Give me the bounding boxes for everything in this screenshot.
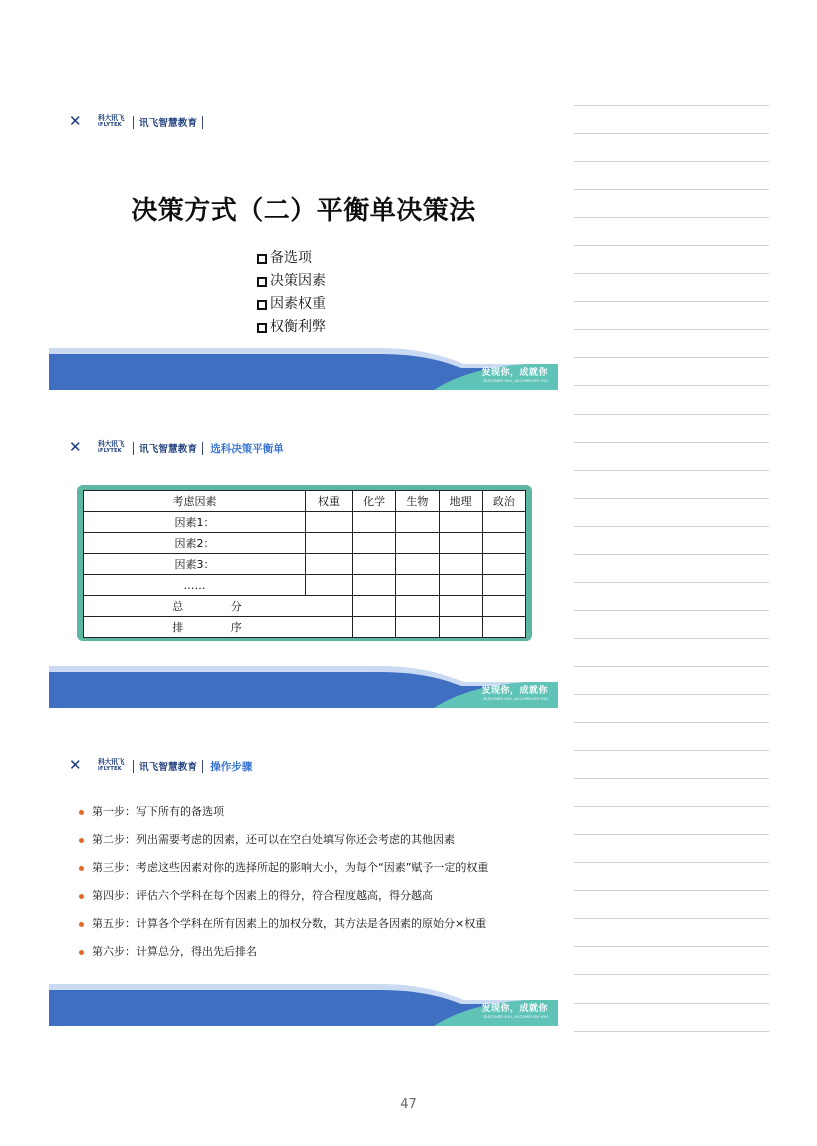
table-cell (396, 575, 439, 596)
note-line (574, 834, 769, 835)
checkbox-square-icon (257, 323, 267, 333)
step-text: 第二步：列出需要考虑的因素，还可以在空白处填写你还会考虑的其他因素 (92, 833, 455, 846)
list-item (79, 798, 488, 826)
note-line (574, 694, 769, 695)
slogan (481, 368, 548, 384)
header-cell: 生物 (396, 491, 439, 512)
table-row (84, 533, 526, 554)
table-cell (482, 533, 525, 554)
note-line (574, 385, 769, 386)
list-item (79, 910, 488, 938)
note-line (574, 301, 769, 302)
note-line (574, 666, 769, 667)
list-item (79, 938, 488, 966)
slide-2 (49, 418, 558, 708)
list-item (257, 293, 326, 316)
divider (202, 442, 203, 455)
logo-en: iFLYTEK (98, 122, 122, 128)
balance-table (83, 490, 526, 638)
table-cell (396, 533, 439, 554)
note-line (574, 890, 769, 891)
slogan-en: DISCOVER YOU, ACCOMPLISH YOU (483, 697, 548, 701)
list-item (257, 270, 326, 293)
factor-cell: 因素1： (84, 512, 306, 533)
note-line (574, 161, 769, 162)
logo-cn: 科大讯飞 (98, 758, 124, 766)
factor-cell: 因素3： (84, 554, 306, 575)
table-cell (353, 596, 396, 617)
divider (133, 442, 134, 455)
slogan-en: DISCOVER YOU, ACCOMPLISH YOU (483, 1015, 548, 1019)
logo-text (98, 115, 124, 129)
bullet-dot-icon (79, 866, 84, 871)
table-cell (396, 512, 439, 533)
balance-table-frame (77, 485, 532, 641)
logo-en: iFLYTEK (98, 766, 122, 772)
slogan-cn: 发现你，成就你 (481, 686, 548, 696)
step-text: 第三步：考虑这些因素对你的选择所起的影响大小，为每个“因素”赋予一定的权重 (92, 861, 489, 874)
note-line (574, 470, 769, 471)
header-cell: 权重 (306, 491, 353, 512)
checkbox-square-icon (257, 254, 267, 264)
table-cell (353, 617, 396, 638)
table-cell (396, 554, 439, 575)
table-cell (439, 512, 482, 533)
note-line (574, 778, 769, 779)
note-line (574, 1031, 769, 1032)
table-cell (396, 617, 439, 638)
table-total-row (84, 596, 526, 617)
step-text: 第一步：写下所有的备选项 (92, 805, 224, 818)
note-line (574, 638, 769, 639)
note-line (574, 974, 769, 975)
note-line (574, 414, 769, 415)
bullet-dot-icon (79, 950, 84, 955)
table-row (84, 575, 526, 596)
options-list (257, 247, 326, 339)
option-label: 权衡利弊 (270, 319, 326, 335)
table-cell (306, 575, 353, 596)
note-line (574, 189, 769, 190)
notes-lines (574, 105, 769, 1059)
iflytek-logo-icon: ✕ (69, 438, 82, 456)
table-cell (439, 533, 482, 554)
total-label: 总 分 (172, 600, 264, 613)
factor-cell: 因素2： (84, 533, 306, 554)
slide-1 (49, 92, 558, 390)
divider (133, 116, 134, 129)
section-title: 选科决策平衡单 (210, 442, 284, 455)
slogan-cn: 发现你，成就你 (481, 368, 548, 378)
list-item (257, 316, 326, 339)
list-item (257, 247, 326, 270)
note-line (574, 442, 769, 443)
note-line (574, 329, 769, 330)
slogan (481, 686, 548, 702)
table-cell (396, 596, 439, 617)
note-line (574, 918, 769, 919)
checkbox-square-icon (257, 277, 267, 287)
list-item (79, 826, 488, 854)
list-item (79, 882, 488, 910)
table-cell (353, 554, 396, 575)
total-label-cell (84, 596, 353, 617)
divider (202, 760, 203, 773)
bullet-dot-icon (79, 922, 84, 927)
section-title: 操作步骤 (210, 760, 253, 773)
table-cell (439, 575, 482, 596)
checkbox-square-icon (257, 300, 267, 310)
slide-header (69, 440, 284, 456)
table-row (84, 512, 526, 533)
factor-cell: …… (84, 575, 306, 596)
table-rank-row (84, 617, 526, 638)
note-line (574, 806, 769, 807)
note-line (574, 133, 769, 134)
table-cell (439, 554, 482, 575)
logo-text (98, 441, 124, 455)
list-item (79, 854, 488, 882)
step-text: 第四步：评估六个学科在每个因素上的得分，符合程度越高，得分越高 (92, 889, 433, 902)
step-text: 第六步：计算总分，得出先后排名 (92, 945, 257, 958)
step-text: 第五步：计算各个学科在所有因素上的加权分数，其方法是各因素的原始分×权重 (92, 917, 487, 930)
slogan-cn: 发现你，成就你 (481, 1004, 548, 1014)
table-row (84, 554, 526, 575)
page-number: 47 (400, 1097, 417, 1112)
slogan (481, 1004, 548, 1020)
note-line (574, 1003, 769, 1004)
table-cell (306, 554, 353, 575)
logo-en: iFLYTEK (98, 448, 122, 454)
rank-label-cell (84, 617, 353, 638)
table-cell (482, 512, 525, 533)
note-line (574, 554, 769, 555)
note-line (574, 526, 769, 527)
slide-footer (49, 348, 558, 390)
table-cell (353, 533, 396, 554)
logo-cn: 科大讯飞 (98, 440, 124, 448)
header-cell: 化学 (353, 491, 396, 512)
table-cell (482, 617, 525, 638)
brand-name: 讯飞智慧教育 (139, 118, 198, 129)
table-cell (482, 575, 525, 596)
slogan-en: DISCOVER YOU, ACCOMPLISH YOU (483, 379, 548, 383)
rank-label: 排 序 (172, 621, 264, 634)
bullet-dot-icon (79, 810, 84, 815)
logo-text (98, 759, 124, 773)
note-line (574, 582, 769, 583)
table-cell (439, 596, 482, 617)
table-cell (306, 512, 353, 533)
table-cell (353, 575, 396, 596)
note-line (574, 357, 769, 358)
note-line (574, 946, 769, 947)
note-line (574, 862, 769, 863)
iflytek-logo-icon: ✕ (69, 112, 82, 130)
header-cell: 地理 (439, 491, 482, 512)
divider (202, 116, 203, 129)
option-label: 决策因素 (270, 273, 326, 289)
slide-footer (49, 666, 558, 708)
note-line (574, 105, 769, 106)
divider (133, 760, 134, 773)
option-label: 备选项 (270, 250, 312, 266)
brand-name: 讯飞智慧教育 (139, 444, 198, 455)
brand-name: 讯飞智慧教育 (139, 762, 198, 773)
table-cell (306, 533, 353, 554)
iflytek-logo-icon: ✕ (69, 756, 82, 774)
table-cell (482, 554, 525, 575)
note-line (574, 750, 769, 751)
logo-cn: 科大讯飞 (98, 114, 124, 122)
slide-3 (49, 736, 558, 1026)
header-cell: 考虑因素 (84, 491, 306, 512)
note-line (574, 722, 769, 723)
table-header-row (84, 491, 526, 512)
bullet-dot-icon (79, 894, 84, 899)
slide-footer (49, 984, 558, 1026)
note-line (574, 498, 769, 499)
note-line (574, 610, 769, 611)
slide-header (69, 114, 208, 130)
slide-title: 决策方式（二）平衡单决策法 (131, 196, 476, 226)
steps-list (79, 798, 488, 966)
note-line (574, 217, 769, 218)
note-line (574, 273, 769, 274)
note-line (574, 245, 769, 246)
table-cell (439, 617, 482, 638)
bullet-dot-icon (79, 838, 84, 843)
table-cell (482, 596, 525, 617)
header-cell: 政治 (482, 491, 525, 512)
table-cell (353, 512, 396, 533)
slide-header (69, 758, 252, 774)
option-label: 因素权重 (270, 296, 326, 312)
